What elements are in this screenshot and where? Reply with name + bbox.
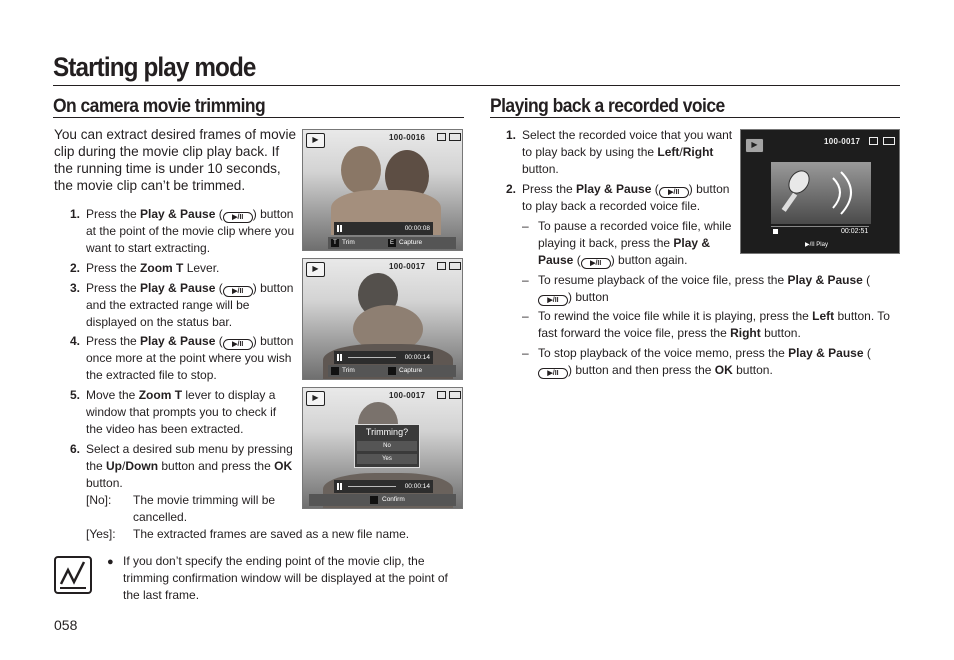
- e-key-icon: [388, 367, 396, 375]
- step-text: button and press the: [158, 459, 275, 473]
- play-pause-icon: ▶/II: [223, 286, 253, 297]
- play-pause-icon: ▶/II: [223, 339, 253, 350]
- memory-card-icon: [437, 262, 446, 270]
- camera-screen-3: [302, 387, 463, 509]
- tip-text: ) button and then press the: [568, 363, 715, 377]
- play-pause-icon: ▶/II: [223, 212, 253, 223]
- dialog-title: Trimming?: [365, 427, 409, 437]
- play-mode-icon: ▶: [745, 138, 764, 153]
- step-text: (: [215, 334, 223, 348]
- step-keyword: Zoom T: [140, 261, 184, 275]
- note-text: If you don’t specify the ending point of the movie clip, the trimming confirmation window will be displayed at the point of the last frame.: [123, 554, 448, 602]
- battery-icon: [449, 391, 461, 399]
- play-pause-icon: ▶/II: [805, 242, 815, 248]
- option-no-key: [No]:: [86, 493, 112, 507]
- step-text: Press the: [86, 261, 141, 275]
- tip-keyword: Play & Pause: [788, 346, 864, 360]
- playback-time: 00:02:51: [841, 228, 869, 235]
- section-rule-left: [53, 117, 464, 118]
- step-text: Select the recorded voice that you want to play back by using the: [522, 128, 733, 159]
- menu-bar: [328, 365, 456, 377]
- running-time: 00:00:08: [404, 225, 430, 232]
- confirm-label: Confirm: [382, 496, 405, 503]
- voice-tip-pause: [522, 218, 734, 269]
- bullet-icon: ●: [107, 556, 114, 568]
- voice-step-1: [506, 127, 734, 178]
- step-keyword: Play & Pause: [576, 182, 652, 196]
- step-text: Select a desired sub menu by pressing the: [86, 442, 293, 473]
- title-rule: [53, 85, 900, 86]
- playback-progress-track: [771, 226, 869, 227]
- status-bar: [334, 351, 433, 364]
- step-keyword: Play & Pause: [140, 334, 216, 348]
- running-time: 00:00:14: [404, 483, 430, 490]
- extracted-range: [348, 486, 396, 487]
- step-number: 4.: [70, 334, 81, 348]
- step-keyword: Right: [682, 145, 714, 159]
- trim-label: Trim: [342, 367, 355, 374]
- e-key-icon: E: [389, 240, 394, 246]
- menu-bar: [309, 494, 456, 506]
- step-keyword: Play & Pause: [140, 281, 216, 295]
- step-keyword: Up: [106, 459, 123, 473]
- option-yes[interactable]: Yes: [357, 454, 417, 464]
- tip-text: To pause a recorded voice file, while playing it back, press the: [538, 219, 732, 250]
- stop-icon: [773, 229, 778, 234]
- step-5: [70, 387, 296, 438]
- intro-paragraph: You can extract desired frames of movie clip during the movie clip play back. If the running time is under 10 seconds, the movie clip can’t be trimmed.: [54, 127, 297, 193]
- step-text: Press the: [86, 281, 141, 295]
- status-bar: [334, 480, 433, 493]
- step-text: button.: [522, 162, 559, 176]
- battery-icon: [449, 262, 461, 270]
- step-text: Press the: [522, 182, 577, 196]
- tip-text: button. To fast forward the voice file, press the: [538, 309, 890, 340]
- battery-icon: [449, 133, 461, 141]
- file-number: 100-0017: [824, 137, 861, 146]
- option-yes-text: The extracted frames are saved as a new file name.: [133, 527, 410, 541]
- voice-tip-stop: [522, 345, 892, 379]
- step-keyword: Down: [125, 459, 159, 473]
- play-mode-icon: ▶: [306, 391, 325, 406]
- section-heading-trimming: On camera movie trimming: [53, 96, 266, 117]
- step-text: Lever.: [183, 261, 220, 275]
- option-no-text: The movie trimming will be cancelled.: [133, 493, 276, 524]
- section-rule-right: [490, 117, 900, 118]
- step-2: [70, 260, 296, 277]
- step-text: ) button to play back a recorded voice file.: [522, 182, 730, 213]
- play-pause-icon: ▶/II: [581, 258, 611, 269]
- step-1: [70, 206, 296, 257]
- option-yes-key: [Yes]:: [86, 527, 116, 541]
- voice-tip-rewind: [522, 308, 892, 342]
- memory-card-icon: [869, 137, 878, 145]
- step-text: lever to display a window that prompts you to check if the video has been extracted.: [86, 388, 277, 436]
- pause-icon: [337, 354, 342, 361]
- step-text: Move the: [86, 388, 139, 402]
- running-time: 00:00:14: [404, 354, 430, 361]
- section-heading-voice: Playing back a recorded voice: [490, 96, 725, 117]
- battery-icon: [883, 137, 895, 145]
- tip-text: To rewind the voice file while it is playing, press the: [538, 309, 813, 323]
- voice-step-2: [506, 181, 734, 215]
- step-text: ) button at the point of the movie clip where you want to start extracting.: [86, 207, 295, 255]
- camera-screen-2: [302, 258, 463, 380]
- memory-card-icon: [437, 391, 446, 399]
- step-keyword: Zoom T: [138, 388, 183, 402]
- pause-icon: [337, 225, 342, 232]
- tip-text: (: [573, 253, 581, 267]
- tip-keyword: Play & Pause: [787, 273, 863, 287]
- step-4: [70, 333, 296, 384]
- step-text: (: [215, 207, 223, 221]
- file-number: 100-0017: [389, 391, 426, 400]
- step-3: [70, 280, 296, 331]
- pause-icon: [337, 483, 342, 490]
- capture-label: Capture: [399, 239, 423, 246]
- step-text: (: [651, 182, 659, 196]
- dash-mark: –: [522, 219, 529, 233]
- dash-mark: –: [522, 273, 529, 287]
- file-number: 100-0016: [389, 133, 426, 142]
- dash-mark: –: [522, 309, 529, 323]
- option-no[interactable]: No: [357, 441, 417, 451]
- play-mode-icon: ▶: [306, 133, 325, 148]
- step-number: 1.: [506, 128, 517, 142]
- play-pause-icon: ▶/II: [538, 295, 568, 306]
- trimming-dialog: [354, 424, 420, 468]
- tip-text: (: [862, 273, 871, 287]
- extracted-range: [348, 357, 396, 358]
- tip-text: To stop playback of the voice memo, press the: [538, 346, 789, 360]
- tip-keyword: OK: [714, 363, 733, 377]
- step-number: 2.: [506, 182, 517, 196]
- step-text: /: [679, 145, 683, 159]
- step-number: 5.: [70, 388, 81, 402]
- step-text: Press the: [86, 207, 141, 221]
- voice-tip-resume: [522, 272, 892, 306]
- menu-bar: [328, 237, 456, 249]
- step-text: (: [215, 281, 223, 295]
- tip-text: To resume playback of the voice file, press the: [538, 273, 788, 287]
- page-number: 058: [54, 617, 78, 633]
- couple-photo: [341, 146, 381, 194]
- play-label: Play: [816, 242, 828, 248]
- step-number: 3.: [70, 281, 81, 295]
- tip-text: button.: [732, 363, 773, 377]
- step-number: 6.: [70, 442, 81, 456]
- step-keyword: OK: [274, 459, 293, 473]
- status-bar: [334, 222, 433, 235]
- tip-keyword: Play & Pause: [538, 236, 711, 267]
- step-text: ) button and the extracted range will be displayed on the status bar.: [86, 281, 294, 329]
- file-number: 100-0017: [389, 262, 426, 271]
- voice-playback-screen: [740, 129, 900, 254]
- zoom-t-key-icon: [331, 367, 339, 375]
- tip-text: (: [863, 346, 871, 360]
- capture-label: Capture: [399, 367, 423, 374]
- trim-label: Trim: [342, 239, 355, 246]
- page-title: Starting play mode: [53, 52, 256, 82]
- tip-text: ) button again.: [610, 253, 688, 267]
- step-text: /: [122, 459, 126, 473]
- tip-keyword: Left: [812, 309, 835, 323]
- step-number: 1.: [70, 207, 81, 221]
- note-icon: [54, 556, 92, 594]
- step-keyword: Play & Pause: [140, 207, 216, 221]
- microphone-image: [771, 162, 871, 224]
- play-pause-icon: ▶/II: [659, 187, 689, 198]
- tip-keyword: Right: [730, 326, 761, 340]
- camera-screen-1: [302, 129, 463, 251]
- play-pause-hint: [805, 241, 828, 248]
- memory-card-icon: [437, 133, 446, 141]
- tip-text: ) button: [568, 290, 609, 304]
- play-pause-icon: ▶/II: [538, 368, 568, 379]
- ok-key-icon: [370, 496, 378, 504]
- dash-mark: –: [522, 346, 529, 360]
- tip-text: button.: [760, 326, 801, 340]
- zoom-t-key-icon: T: [331, 239, 339, 247]
- step-number: 2.: [70, 261, 81, 275]
- step-text: Press the: [86, 334, 141, 348]
- play-mode-icon: ▶: [306, 262, 325, 277]
- step-text: ) button once more at the point where you wish the extracted file to stop.: [86, 334, 294, 382]
- step-text: button.: [86, 476, 123, 490]
- step-6: [70, 441, 296, 492]
- step-keyword: Left: [657, 145, 680, 159]
